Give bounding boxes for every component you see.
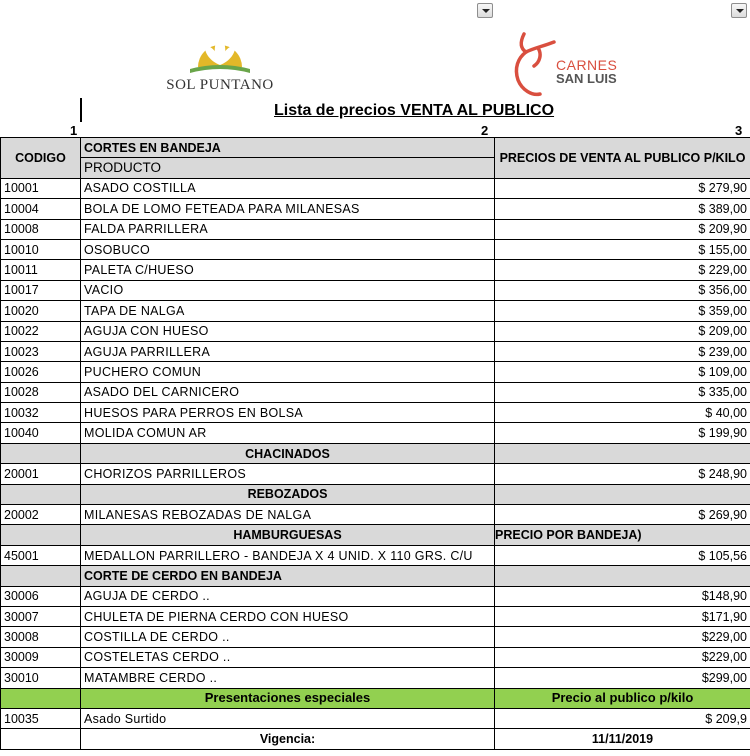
product-name-cell[interactable]: ASADO COSTILLA	[81, 178, 495, 198]
product-code-cell[interactable]: 20002	[1, 505, 81, 525]
column-number-1: 1	[70, 123, 78, 138]
product-price-cell[interactable]: $ 356,00	[495, 280, 750, 300]
product-price-cell[interactable]: $ 229,00	[495, 260, 750, 280]
table-row	[1, 341, 750, 361]
product-code-cell[interactable]: 10035	[1, 708, 81, 728]
product-code-cell[interactable]: 10008	[1, 219, 81, 239]
page-title: Lista de precios VENTA AL PUBLICO	[274, 102, 555, 119]
product-code-cell[interactable]: 45001	[1, 545, 81, 565]
table-row	[1, 403, 750, 423]
product-code-cell[interactable]: 10001	[1, 178, 81, 198]
product-code-cell[interactable]: 10028	[1, 382, 81, 402]
section-title[interactable]: Presentaciones especiales	[81, 688, 495, 708]
sun-leaf-icon	[160, 33, 280, 79]
product-name-cell[interactable]: TAPA DE NALGA	[81, 301, 495, 321]
product-name-cell[interactable]: MILANESAS REBOZADAS DE NALGA	[81, 505, 495, 525]
table-row	[1, 362, 750, 382]
section-empty-cell[interactable]	[495, 443, 750, 463]
vigencia-empty-cell[interactable]	[1, 729, 81, 749]
section-empty-cell[interactable]	[1, 566, 81, 586]
table-row	[1, 464, 750, 484]
table-row	[1, 178, 750, 198]
product-code-cell[interactable]: 10004	[1, 199, 81, 219]
product-price-cell[interactable]: $ 209,9	[495, 708, 750, 728]
carnes-san-luis-logo	[510, 28, 620, 100]
table-row	[1, 668, 750, 688]
product-name-cell[interactable]: PALETA C/HUESO	[81, 260, 495, 280]
product-price-cell[interactable]: $171,90	[495, 606, 750, 626]
section-header-row	[1, 525, 750, 545]
column-number-2: 2	[481, 123, 489, 138]
table-row	[1, 545, 750, 565]
section-title[interactable]: CORTE DE CERDO EN BANDEJA	[81, 566, 495, 586]
product-code-cell[interactable]: 10011	[1, 260, 81, 280]
price-list-table	[0, 137, 750, 750]
table-row	[1, 280, 750, 300]
table-row	[1, 239, 750, 259]
product-price-cell[interactable]: $ 40,00	[495, 403, 750, 423]
sol-puntano-logo-text: SOL PUNTANO	[166, 77, 274, 93]
product-price-cell[interactable]: $ 109,00	[495, 362, 750, 382]
product-name-cell[interactable]: AGUJA CON HUESO	[81, 321, 495, 341]
product-name-cell[interactable]: Asado Surtido	[81, 708, 495, 728]
product-price-cell[interactable]: $ 335,00	[495, 382, 750, 402]
product-name-cell[interactable]: CHORIZOS PARRILLEROS	[81, 464, 495, 484]
product-code-cell[interactable]: 30007	[1, 606, 81, 626]
product-price-cell[interactable]: $ 105,56	[495, 545, 750, 565]
filter-dropdown-button[interactable]	[477, 3, 493, 18]
table-row	[1, 219, 750, 239]
table-row	[1, 260, 750, 280]
product-code-cell[interactable]: 20001	[1, 464, 81, 484]
product-code-cell[interactable]: 10022	[1, 321, 81, 341]
product-code-cell[interactable]: 10026	[1, 362, 81, 382]
product-code-cell[interactable]: 30009	[1, 647, 81, 667]
header-producto[interactable]: PRODUCTO	[81, 158, 495, 178]
section-empty-cell[interactable]	[495, 566, 750, 586]
product-name-cell[interactable]: AGUJA PARRILLERA	[81, 341, 495, 361]
product-price-cell[interactable]: $148,90	[495, 586, 750, 606]
product-price-cell[interactable]: $229,00	[495, 627, 750, 647]
product-name-cell[interactable]: COSTELETAS CERDO ..	[81, 647, 495, 667]
product-name-cell[interactable]: MATAMBRE CERDO ..	[81, 668, 495, 688]
section-title[interactable]: HAMBURGUESAS	[81, 525, 495, 545]
table-row	[1, 505, 750, 525]
product-name-cell[interactable]: CHULETA DE PIERNA CERDO CON HUESO	[81, 606, 495, 626]
product-name-cell[interactable]: BOLA DE LOMO FETEADA PARA MILANESAS	[81, 199, 495, 219]
product-price-cell[interactable]: $229,00	[495, 647, 750, 667]
table-header-row	[1, 138, 750, 158]
section-empty-cell[interactable]	[1, 525, 81, 545]
carnes-logo-line1: CARNES	[556, 57, 618, 73]
product-price-cell[interactable]: $ 279,90	[495, 178, 750, 198]
product-code-cell[interactable]: 10017	[1, 280, 81, 300]
product-name-cell[interactable]: AGUJA DE CERDO ..	[81, 586, 495, 606]
product-name-cell[interactable]: PUCHERO COMUN	[81, 362, 495, 382]
table-row	[1, 586, 750, 606]
product-price-cell[interactable]: $ 155,00	[495, 239, 750, 259]
product-price-cell[interactable]: $ 269,90	[495, 505, 750, 525]
product-name-cell[interactable]: HUESOS PARA PERROS EN BOLSA	[81, 403, 495, 423]
product-code-cell[interactable]: 10040	[1, 423, 81, 443]
text-cursor	[80, 98, 82, 122]
product-name-cell[interactable]: OSOBUCO	[81, 239, 495, 259]
product-code-cell[interactable]: 30010	[1, 668, 81, 688]
product-name-cell[interactable]: MEDALLON PARRILLERO - BANDEJA X 4 UNID. X 110 GRS. C/U	[81, 545, 495, 565]
product-price-cell[interactable]: $ 248,90	[495, 464, 750, 484]
product-code-cell[interactable]: 30006	[1, 586, 81, 606]
table-row	[1, 301, 750, 321]
cow-head-icon	[510, 28, 556, 100]
product-code-cell[interactable]: 30008	[1, 627, 81, 647]
product-name-cell[interactable]: FALDA PARRILLERA	[81, 219, 495, 239]
product-price-cell[interactable]: $ 239,00	[495, 341, 750, 361]
section-header-row	[1, 688, 750, 708]
table-row	[1, 423, 750, 443]
section-empty-cell[interactable]	[1, 688, 81, 708]
section-header-row	[1, 484, 750, 504]
table-row	[1, 606, 750, 626]
vigencia-date[interactable]: 11/11/2019	[495, 729, 750, 749]
product-price-cell[interactable]: $ 209,00	[495, 321, 750, 341]
product-name-cell[interactable]: COSTILLA DE CERDO ..	[81, 627, 495, 647]
product-code-cell[interactable]: 10020	[1, 301, 81, 321]
section-header-row	[1, 566, 750, 586]
section-title[interactable]: REBOZADOS	[81, 484, 495, 504]
header-section[interactable]: CORTES EN BANDEJA	[81, 138, 495, 158]
table-row	[1, 708, 750, 728]
product-price-cell[interactable]: $299,00	[495, 668, 750, 688]
section-empty-cell[interactable]	[495, 484, 750, 504]
product-price-cell[interactable]: $ 359,00	[495, 301, 750, 321]
product-price-cell[interactable]: $ 389,00	[495, 199, 750, 219]
sol-puntano-logo	[160, 33, 280, 97]
section-empty-cell[interactable]	[1, 443, 81, 463]
product-name-cell[interactable]: VACIO	[81, 280, 495, 300]
product-price-cell[interactable]: $ 209,90	[495, 219, 750, 239]
header-codigo[interactable]: CODIGO	[1, 138, 81, 179]
table-row	[1, 382, 750, 402]
vigencia-row	[1, 729, 750, 749]
filter-dropdown-button[interactable]	[731, 3, 747, 18]
carnes-logo-line2: SAN LUIS	[556, 71, 617, 86]
table-row	[1, 199, 750, 219]
vigencia-label[interactable]: Vigencia:	[81, 729, 495, 749]
table-row	[1, 647, 750, 667]
table-row	[1, 321, 750, 341]
product-price-cell[interactable]: $ 199,90	[495, 423, 750, 443]
section-price-header[interactable]: Precio al publico p/kilo	[495, 688, 750, 708]
section-header-row	[1, 443, 750, 463]
product-name-cell[interactable]: ASADO DEL CARNICERO	[81, 382, 495, 402]
column-number-3: 3	[735, 123, 743, 138]
product-code-cell[interactable]: 10010	[1, 239, 81, 259]
product-code-cell[interactable]: 10023	[1, 341, 81, 361]
product-name-cell[interactable]: MOLIDA COMUN AR	[81, 423, 495, 443]
section-title[interactable]: CHACINADOS	[81, 443, 495, 463]
table-row	[1, 627, 750, 647]
section-price-header[interactable]: PRECIO POR BANDEJA)	[495, 525, 750, 545]
section-empty-cell[interactable]	[1, 484, 81, 504]
header-precio[interactable]: PRECIOS DE VENTA AL PUBLICO P/KILO	[495, 138, 750, 179]
product-code-cell[interactable]: 10032	[1, 403, 81, 423]
